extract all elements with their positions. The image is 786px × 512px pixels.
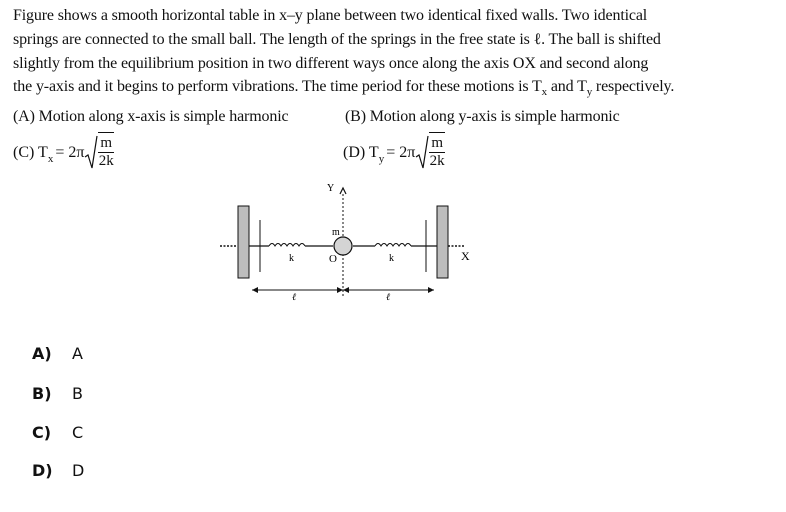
formula-d-numerator: m: [431, 135, 443, 151]
left-k-label: k: [289, 253, 294, 264]
formula-c-fraction: [98, 132, 114, 170]
question-line-1: Figure shows a smooth horizontal table in x–y plane between two identical fixed walls. Two identical: [13, 7, 648, 24]
formula-d-equals: = 2π: [386, 144, 416, 161]
subscript-y: y: [586, 86, 593, 99]
statement-a: (A) Motion along x-axis is simple harmonic: [13, 108, 289, 126]
left-spring: [269, 244, 305, 247]
formula-c-numerator: m: [100, 135, 113, 151]
x-axis-label: X: [461, 249, 470, 263]
line4-post: respectively.: [592, 78, 675, 96]
spring-ball-figure: [215, 180, 485, 305]
formula-c-subscript: x: [47, 153, 54, 165]
y-axis-label: Y: [327, 183, 335, 194]
option-b-label: B): [32, 384, 52, 403]
statements-row: [13, 105, 783, 129]
line4-pre: the y-axis and it begins to perform vibrations. The time period for these motions is T: [13, 78, 542, 96]
option-a-text: A: [72, 344, 83, 363]
option-c-text: C: [72, 423, 84, 442]
question-line-4: [13, 75, 783, 105]
formula-c: [13, 134, 114, 172]
option-a-label: A): [32, 344, 52, 363]
option-b-text: B: [72, 384, 83, 403]
left-wall: [238, 206, 249, 278]
option-c[interactable]: [32, 423, 83, 442]
option-d-label: D): [32, 461, 53, 480]
formula-c-equals: = 2π: [55, 144, 85, 161]
left-length-label: ℓ: [292, 292, 297, 303]
right-wall: [437, 206, 448, 278]
origin-label: O: [329, 253, 337, 265]
right-k-label: k: [389, 253, 394, 264]
sqrt-icon: [415, 134, 429, 172]
option-c-label: C): [32, 423, 52, 442]
formula-d: [343, 134, 445, 172]
question-line-3: slightly from the equilibrium position in two different ways once along the axis OX and second along: [13, 54, 649, 72]
formula-d-denominator: 2k: [429, 153, 445, 169]
right-spring: [375, 244, 411, 247]
option-d[interactable]: [32, 461, 84, 480]
formula-c-label: (C) T: [13, 144, 48, 161]
right-length-label: ℓ: [386, 292, 391, 303]
subscript-x: x: [541, 86, 547, 99]
formula-d-fraction: [429, 132, 445, 170]
mass-label: m: [332, 227, 340, 238]
option-a[interactable]: [32, 344, 83, 363]
line4-mid: and T: [547, 78, 587, 96]
question-text: [13, 4, 783, 129]
formula-c-denominator: 2k: [98, 153, 114, 169]
y-arrow-icon: [340, 188, 346, 194]
option-d-text: D: [72, 461, 85, 480]
statement-b: (B) Motion along y-axis is simple harmonic: [345, 108, 620, 126]
option-b[interactable]: [32, 384, 83, 403]
formula-d-subscript: y: [378, 153, 385, 165]
formula-d-label: (D) T: [343, 144, 379, 161]
sqrt-icon: [84, 134, 98, 172]
question-line-2: springs are connected to the small ball. The length of the springs in the free state is ℓ. The ball is shifted: [13, 30, 661, 48]
